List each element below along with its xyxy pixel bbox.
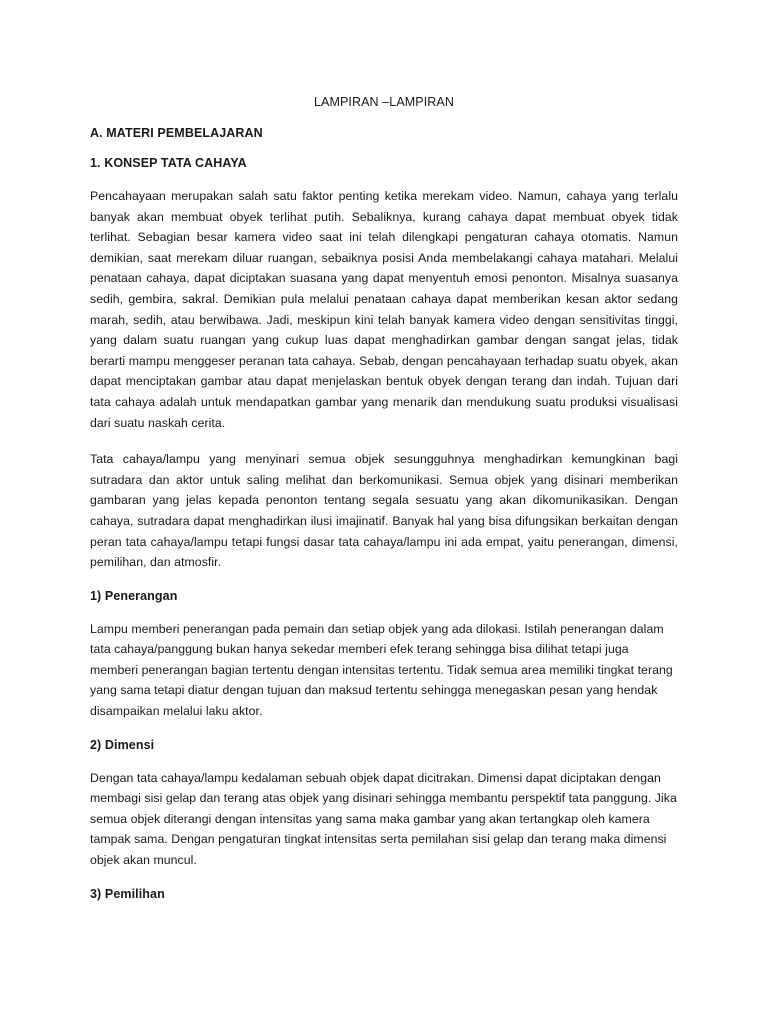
document-title: LAMPIRAN –LAMPIRAN	[313, 95, 455, 109]
subheading-penerangan: 1) Penerangan	[90, 588, 178, 603]
section-heading-konsep: 1. KONSEP TATA CAHAYA	[90, 156, 247, 170]
paragraph-penerangan: Lampu memberi penerangan pada pemain dan setiap objek yang ada dilokasi. Istilah penerangan dalam tata cahaya/panggung bukan hanya sekedar memberi efek terang sehingga bisa dilihat tetapi juga memberi penerangan bagian tertentu dengan intensitas tertentu. Tidak semua area memiliki tingkat terang yang sama tetapi diatur dengan tujuan dan maksud tertentu sehingga menegaskan pesan yang hendak disampaikan melalui laku aktor.	[90, 621, 673, 719]
section-heading-materi: A. MATERI PEMBELAJARAN	[90, 126, 263, 140]
subheading-pemilihan: 3) Pemilihan	[90, 886, 165, 901]
paragraph-tata-cahaya: Tata cahaya/lampu yang menyinari semua objek sesungguhnya menghadirkan kemungkinan bagi sutradara dan aktor untuk saling melihat dan berkomunikasi. Semua objek yang disinari memberikan gambaran yang jelas kepada penonton tentang segala sesuatu yang akan dikomunikasikan. Dengan cahaya, sutradara dapat menghadirkan ilusi imajinatif. Banyak hal yang bisa difungsikan berkaitan dengan peran tata cahaya/lampu tetapi fungsi dasar tata cahaya/lampu ini ada empat, yaitu penerangan, dimensi, pemilihan, dan atmosfir.	[90, 452, 678, 570]
paragraph-pencahayaan: Pencahayaan merupakan salah satu faktor penting ketika merekam video. Namun, cahaya yang terlalu banyak akan membuat obyek terlihat putih. Sebaliknya, kurang cahaya dapat membuat obyek tidak terlihat. Sebagian besar kamera video saat ini telah dilengkapi pengaturan cahaya otomatis. Namun demikian, saat merekam diluar ruangan, sebaiknya posisi Anda membelakangi cahaya matahari. Melalui penataan cahaya, dapat diciptakan suasana yang dapat menyentuh emosi penonton. Misalnya suasanya sedih, gembira, sakral. Demikian pula melalui penataan cahaya dapat memberikan kesan aktor sedang marah, sedih, atau berwibawa. Jadi, meskipun kini telah banyak kamera video dengan sensitivitas tinggi, yang dalam suatu ruangan yang cukup luas dapat menghadirkan gambar dengan sangat jelas, tidak berarti mampu menggeser peranan tata cahaya. Sebab, dengan pencahayaan terhadap suatu obyek, akan dapat menciptakan gambar atau dapat menjelaskan bentuk obyek dengan terang dan indah. Tujuan dari tata cahaya adalah untuk mendapatkan gambar yang menarik dan mendukung suatu produksi visualisasi dari suatu naskah cerita.	[90, 189, 678, 430]
document-body	[90, 95, 678, 917]
subheading-dimensi: 2) Dimensi	[90, 737, 155, 752]
paragraph-dimensi: Dengan tata cahaya/lampu kedalaman sebuah objek dapat dicitrakan. Dimensi dapat diciptakan dengan membagi sisi gelap dan terang atas objek yang disinari sehingga membantu perspektif tata panggung. Jika semua objek diterangi dengan intensitas yang sama maka gambar yang akan tertangkap oleh kamera tampak sama. Dengan pengaturan tingkat intensitas serta pemilahan sisi gelap dan terang maka dimensi objek akan muncul.	[90, 770, 677, 868]
